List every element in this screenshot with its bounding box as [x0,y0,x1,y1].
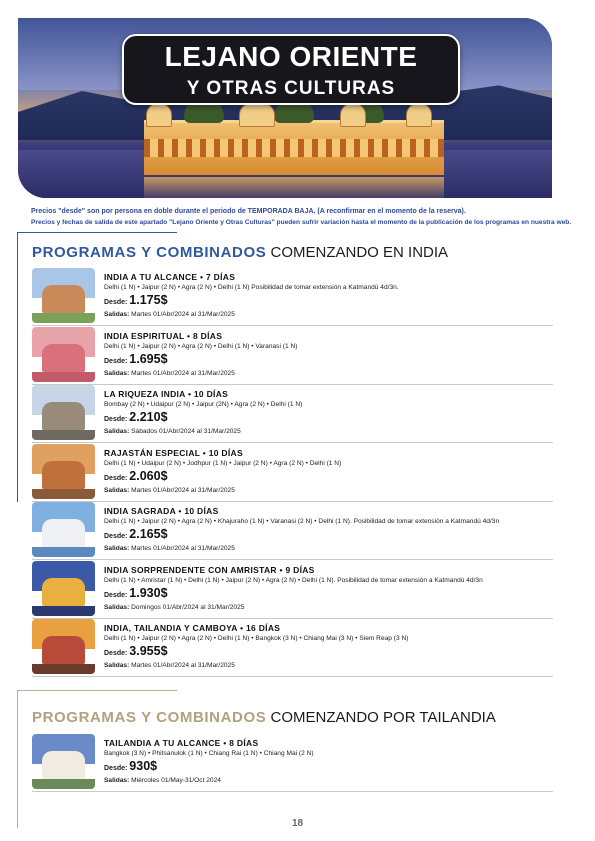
photo-monument [42,461,85,489]
program-info [104,448,554,496]
dates-label: Salidas: [104,486,130,494]
program-price [104,469,554,486]
photo-monument [42,285,85,313]
photo-ground [32,430,95,440]
price-label: Desde: [104,357,128,365]
section-heading-bold: PROGRAMAS Y COMBINADOS [32,709,267,726]
program-dates [104,776,554,786]
dates-value: Martes 01/Abr/2024 al 31/Mar/2025 [131,545,235,552]
price-value: 930$ [129,759,158,773]
program-route: Delhi (1 N) • Amristar (1 N) • Delhi (1 N) • Jaipur (2 N) • Agra (2 N) • Delhi (1 N). Posibilidad de tomar extensión a Katmandú 4d/3n [104,576,483,584]
program-route: Bombay (2 N) • Udaipur (2 N) • Jaipur (2N) • Agra (2 N) • Delhi (1 N) [104,401,303,408]
pricing-note-1: Precios "desde" son por persona en doble durante el periodo de TEMPORADA BAJA. (A reconfirmar en el momento de la reserva). [31,208,466,215]
program-row[interactable] [32,501,553,560]
program-dates [104,486,554,496]
program-name: INDIA, TAILANDIA Y CAMBOYA • 16 DÍAS [104,623,281,633]
hero-subtitle: Y OTRAS CULTURAS [186,78,396,99]
section-heading-thailand [32,709,496,726]
dates-label: Salidas: [104,662,130,669]
photo-ground [32,779,95,789]
photo-monument [42,519,85,547]
dates-value: Sábados 01/Abr/2024 al 31/Mar/2025 [131,428,241,435]
price-label: Desde: [104,533,128,540]
program-dates [104,603,554,613]
program-name: RAJASTÁN ESPECIAL • 10 DÍAS [104,447,243,458]
photo-monument [42,751,85,779]
program-name: TAILANDIA A TU ALCANCE • 8 DÍAS [104,738,259,748]
price-value: 1.175$ [129,293,168,307]
palace-dome [239,103,275,127]
price-label: Desde: [104,474,128,482]
price-label: Desde: [104,765,128,772]
photo-ground [32,489,95,499]
program-photo [32,561,95,616]
program-route: Delhi (1 N) • Jaipur (2 N) • Agra (2 N) • Delhi (1 N) • Bangkok (3 N) • Chiang Mai (3 N) • Siem Reap (3 N) [104,635,409,642]
price-label: Desde: [104,299,128,306]
program-row[interactable] [32,267,553,326]
dates-label: Salidas: [104,777,130,784]
program-info [104,738,554,786]
program-name: INDIA ESPIRITUAL • 8 DÍAS [104,330,223,341]
hero-palace-image [144,120,444,175]
program-info [104,331,554,379]
program-photo [32,619,95,674]
program-row[interactable] [32,384,553,443]
price-label: Desde: [104,416,128,423]
palace-dome [406,103,432,127]
price-value: 2.060$ [129,468,168,483]
hero-banner [18,18,552,198]
program-name: LA RIQUEZA INDIA • 10 DÍAS [104,389,229,399]
photo-ground [32,664,95,674]
price-value: 2.165$ [129,527,168,541]
program-photo [32,444,95,499]
program-row[interactable] [32,443,553,502]
section-heading-normal: COMENZANDO POR TAILANDIA [270,709,496,726]
dates-value: Miércoles 01/May-31/Oct 2024 [131,777,221,784]
program-photo [32,268,95,323]
dates-label: Salidas: [104,603,130,611]
dates-label: Salidas: [104,311,130,318]
program-route: Bangkok (3 N) • Phitsanulok (1 N) • Chiang Rai (1 N) • Chiang Mai (2 N) [104,750,314,757]
program-dates [104,661,554,671]
palace-dome [146,103,172,127]
program-dates [104,369,554,379]
section-rule [17,232,177,233]
program-info [104,565,554,613]
program-row[interactable] [32,326,553,385]
price-value: 3.955$ [129,644,168,658]
program-price [104,644,554,661]
section-rule [17,690,18,828]
program-photo [32,385,95,440]
dates-value: Martes 01/Abr/2024 al 31/Mar/2025 [131,486,235,494]
program-dates [104,427,554,437]
price-label: Desde: [104,591,128,599]
pricing-notes [31,206,571,228]
program-info [104,272,554,320]
section-rule [17,690,177,691]
photo-monument [42,636,85,664]
photo-monument [42,344,85,372]
dates-label: Salidas: [104,369,130,377]
section-heading-normal: COMENZANDO EN INDIA [270,244,449,261]
dates-value: Domingos 01/Abr/2024 al 31/Mar/2025 [131,603,245,611]
program-row[interactable] [32,618,553,677]
program-price [104,527,554,544]
program-photo [32,502,95,557]
program-photo [32,327,95,382]
photo-ground [32,606,95,616]
photo-monument [42,402,85,430]
program-dates [104,544,554,554]
dates-value: Martes 01/Abr/2024 al 31/Mar/2025 [131,662,235,669]
hero-title-box [122,34,460,105]
dates-label: Salidas: [104,428,130,435]
palace-dome [340,103,366,127]
dates-value: Martes 01/Abr/2024 al 31/Mar/2025 [131,369,235,377]
program-name: INDIA A TU ALCANCE • 7 DÍAS [104,272,236,282]
program-name: INDIA SAGRADA • 10 DÍAS [104,506,219,516]
program-price [104,352,554,369]
dates-label: Salidas: [104,545,130,552]
program-route: Delhi (1 N) • Jaipur (2 N) • Agra (2 N) • Delhi (1 N) Posibilidad de tomar extensión a Katmandú 4d/3n. [104,284,399,291]
program-photo [32,734,95,789]
program-dates [104,310,554,320]
page-number: 18 [291,818,304,829]
photo-ground [32,372,95,382]
program-route: Delhi (1 N) • Udaipur (2 N) • Jodhpur (1 N) • Jaipur (2 N) • Agra (2 N) • Delhi (1 N) [104,459,342,467]
program-name: INDIA SORPRENDENTE CON AMRISTAR • 9 DÍAS [104,564,315,575]
program-info [104,623,554,671]
program-row[interactable] [32,733,553,792]
program-info [104,506,554,554]
hero-title: LEJANO ORIENTE [164,41,418,72]
program-route: Delhi (1 N) • Jaipur (2 N) • Agra (2 N) • Delhi (1 N) • Varanasi (1 N) [104,342,298,350]
price-value: 2.210$ [129,410,168,424]
price-label: Desde: [104,650,128,657]
program-price [104,586,554,603]
dates-value: Martes 01/Abr/2024 al 31/Mar/2025 [131,311,235,318]
photo-monument [42,578,85,606]
program-row[interactable] [32,560,553,619]
price-value: 1.695$ [129,351,168,366]
photo-ground [32,547,95,557]
section-heading-india [32,244,448,261]
price-value: 1.930$ [129,585,168,600]
program-route: Delhi (1 N) • Jaipur (2 N) • Agra (2 N) • Khajuraho (1 N) • Varanasi (2 N) • Delhi (1 N). Posibilidad de tomar extensión a Katmandú 4d/3n [104,518,500,525]
pricing-note-2: Precios y fechas de salida de este apartado "Lejano Oriente y Otras Culturas" pueden sufrir variación hasta el momento de la publicación de los programas en nuestra web. [31,219,572,226]
photo-ground [32,313,95,323]
section-heading-bold: PROGRAMAS Y COMBINADOS [32,244,267,261]
program-price [104,410,554,427]
program-info [104,389,554,437]
program-price [104,759,554,776]
section-rule [17,232,18,502]
program-price [104,293,554,310]
